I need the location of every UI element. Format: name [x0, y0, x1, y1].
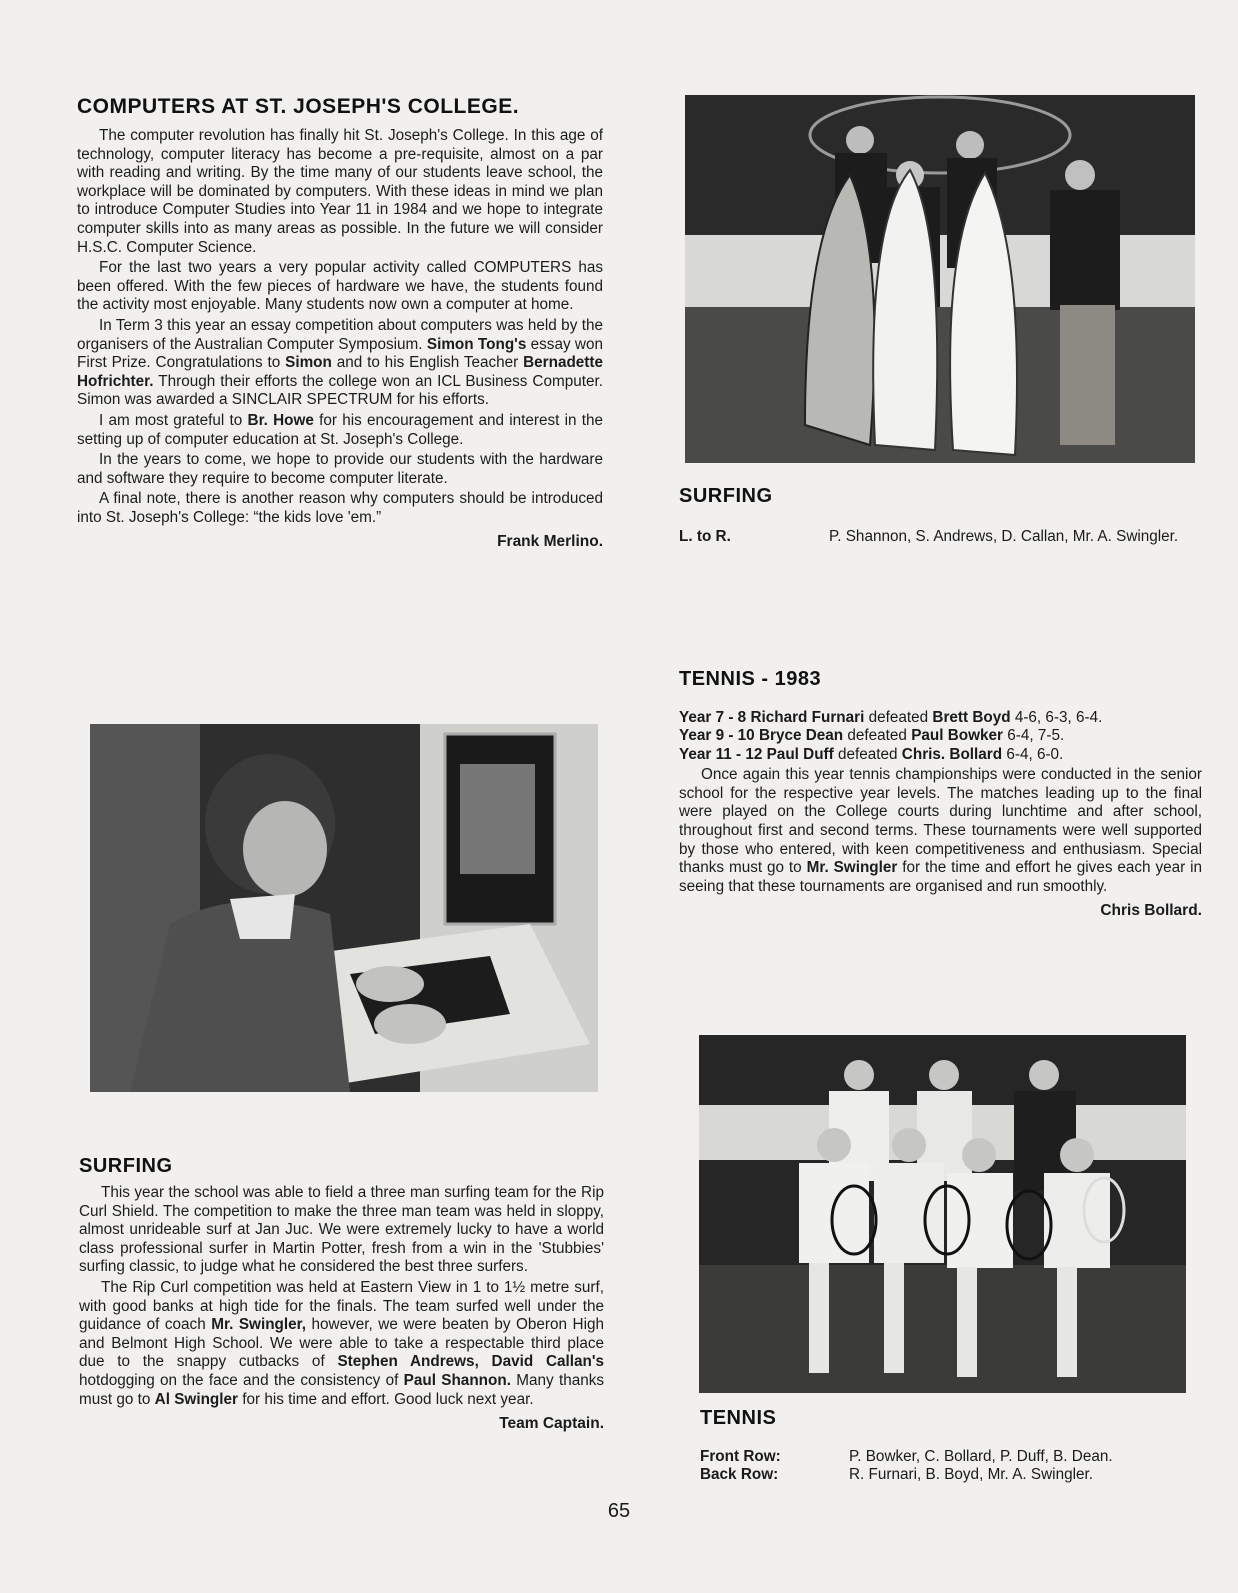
computer-student-photo: [90, 724, 598, 1092]
surfing-paragraph-2: The Rip Curl competition was held at Eastern View in 1 to 1½ metre surf, with good banks at high tide for the finals. The team surfed well under the guidance of coach Mr. Swingler, however, we were beaten by Oberon High and Belmont High School. We were able to take a respectable third place due to the snappy cutbacks of Stephen Andrews, David Callan's hotdogging on the face and the consistency of Paul Shannon. Many thanks must go to Al Swingler for his time and effort. Good luck next year.: [79, 1278, 605, 1408]
page-number: 65: [607, 1500, 631, 1522]
back-row-label: Back Row:: [700, 1466, 779, 1483]
surfing-caption-heading: SURFING: [679, 485, 773, 507]
surfing-article: [79, 1155, 604, 1433]
computers-paragraph-4: I am most grateful to Br. Howe for his encouragement and interest in the setting up of computer education at St. Joseph's College.: [77, 411, 604, 448]
front-row-label: Front Row:: [700, 1448, 781, 1465]
tennis-paragraph: Once again this year tennis championships were conducted in the senior school for the respective year levels. The matches leading up to the final were played on the College courts during lunchtime and after school, throughout first and second terms. These tournaments were well supported by those who entered, with keen competitiveness and enthusiasm. Special thanks must go to Mr. Swingler for the time and effort he gives each year in seeing that these tournaments are organised and run smoothly.: [679, 766, 1202, 895]
surfing-caption-label: L. to R.: [679, 528, 731, 545]
surfing-paragraph-1: This year the school was able to field a three man surfing team for the Rip Curl Shield. The competition to make the three man team was held in sloppy, almost unrideable surf at Jan Juc. We were extremely lucky to have a world class professional surfer in Martin Potter, fresh from a win in the 'Stubbies' surfing classic, to judge what he considered the best three surfers.: [79, 1184, 604, 1276]
surfing-caption-row: [679, 528, 1199, 546]
tennis-caption-back-row: [700, 1466, 1200, 1484]
surfing-team-photo: [685, 95, 1195, 463]
back-row-names: R. Furnari, B. Boyd, Mr. A. Swingler.: [849, 1466, 1093, 1483]
surfing-caption: [679, 485, 1199, 546]
surfing-caption-names: P. Shannon, S. Andrews, D. Callan, Mr. A. Swingler.: [829, 528, 1179, 545]
tennis-results: [679, 709, 1202, 764]
front-row-names: P. Bowker, C. Bollard, P. Duff, B. Dean.: [849, 1448, 1113, 1465]
computers-paragraph-3: In Term 3 this year an essay competition about computers was held by the organisers of the Australian Computer Symposium. Simon Tong's essay won First Prize. Congratulations to Simon and to his English Teacher Bernadette Hofrichter. Through their efforts the college won an ICL Business Computer. Simon was awarded a SINCLAIR SPECTRUM for his efforts.: [77, 316, 604, 409]
computers-paragraph-5: In the years to come, we hope to provide our students with the hardware and software they require to become computer literate.: [77, 451, 603, 487]
tennis-article-heading: TENNIS - 1983: [679, 668, 822, 690]
computers-paragraph-6: A final note, there is another reason why computers should be introduced into St. Joseph's College: “the kids love 'em.”: [77, 490, 603, 526]
surfing-article-signature: Team Captain.: [499, 1415, 604, 1433]
surfing-article-heading: SURFING: [79, 1155, 173, 1177]
tennis-photo-illustration: [699, 1035, 1186, 1393]
surfing-photo-illustration: [685, 95, 1195, 463]
computers-heading: COMPUTERS AT ST. JOSEPH'S COLLEGE.: [77, 95, 520, 118]
tennis-article: [679, 668, 1202, 920]
computers-paragraph-1: The computer revolution has finally hit St. Joseph's College. In this age of technology, computer literacy has become a pre-requisite, almost on a par with reading and writing. By the time many of our students leave school, the workplace will be dominated by computers. With these ideas in mind we plan to introduce Computer Studies into Year 11 in 1984 and we hope to integrate computer skills into as many areas as possible. In the future we will consider H.S.C. Computer Science.: [77, 127, 603, 256]
tennis-result-row: Year 9 - 10 Bryce Dean defeated Paul Bowker 6-4, 7-5.: [679, 727, 1065, 745]
tennis-caption-front-row: [700, 1448, 1200, 1466]
tennis-result-row: Year 11 - 12 Paul Duff defeated Chris. Bollard 6-4, 6-0.: [679, 745, 1064, 763]
computer-photo-illustration: [90, 724, 598, 1092]
tennis-team-photo: [699, 1035, 1186, 1393]
tennis-result-row: Year 7 - 8 Richard Furnari defeated Brett Boyd 4-6, 6-3, 6-4.: [679, 709, 1103, 726]
computers-signature: Frank Merlino.: [497, 533, 603, 551]
computers-paragraph-2: For the last two years a very popular activity called COMPUTERS has been offered. With the few pieces of hardware we have, the students found the activity most enjoyable. Many students now own a computer at home.: [77, 259, 603, 314]
computers-article: [77, 95, 603, 551]
tennis-signature: Chris Bollard.: [1100, 902, 1202, 920]
tennis-caption-heading: TENNIS: [700, 1407, 777, 1429]
tennis-caption: [700, 1407, 1200, 1484]
